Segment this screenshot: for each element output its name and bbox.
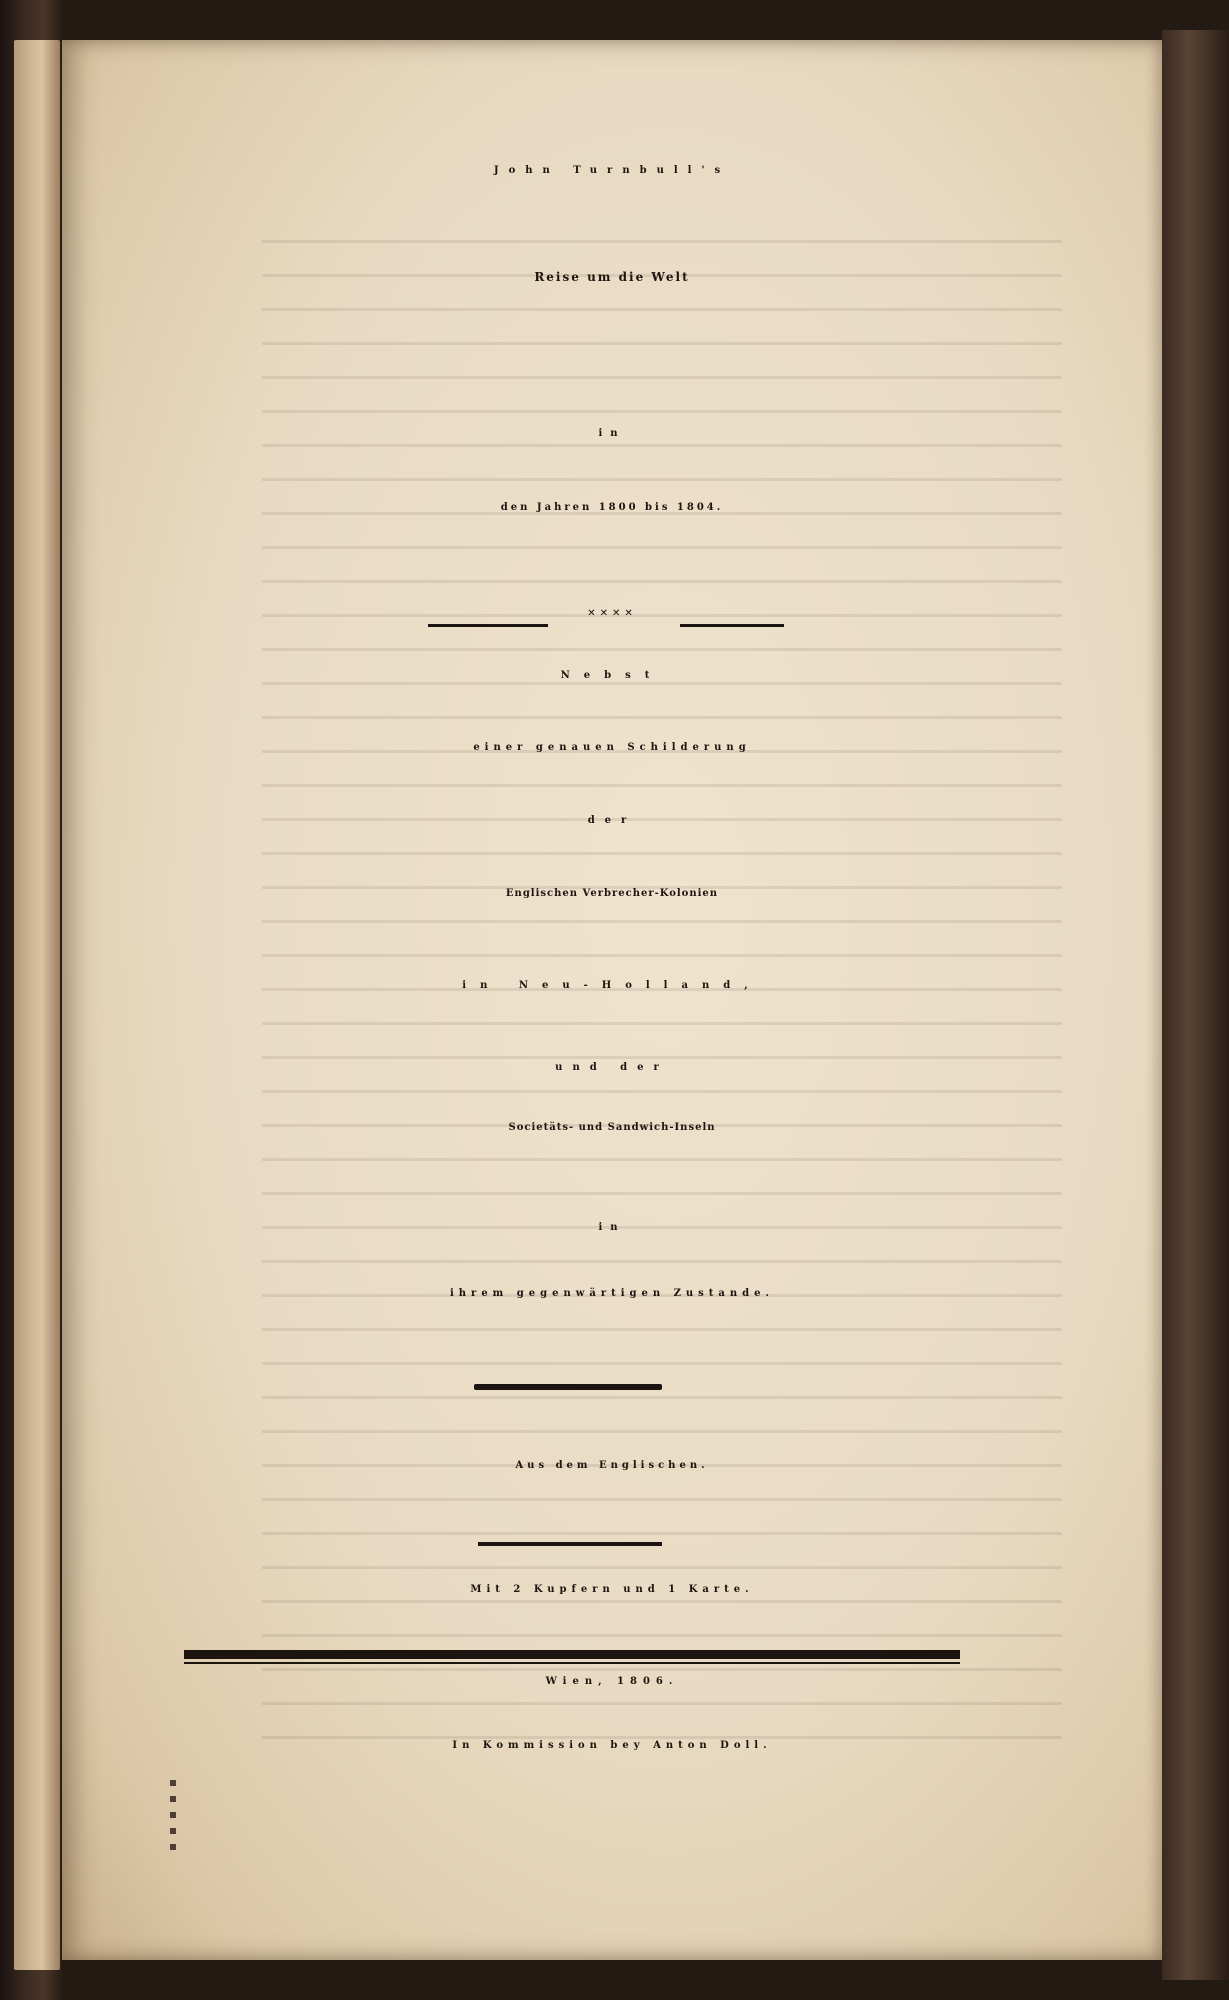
author-line: John Turnbull's [493,165,731,176]
title-page [62,40,1162,1960]
in-line-1: in [598,428,626,439]
ornament-divider: ✕✕✕✕ [587,608,637,619]
book-cover-edge [1162,30,1229,1980]
left-page-edge [14,40,60,1970]
ornament-rule-left [428,624,548,627]
inseln-line: Societäts- und Sandwich-Inseln [508,1122,716,1133]
book-title: Reise um die Welt [534,270,690,284]
imprint-rule-thin [184,1662,960,1664]
zustande-line: ihrem gegenwärtigen Zustande. [449,1288,775,1299]
imprint-publisher: In Kommission bey Anton Doll. [452,1740,772,1751]
margin-ink-mark [170,1780,176,1860]
divider-rule-1 [474,1384,662,1390]
imprint-rule-thick [184,1650,960,1659]
translation-note: Aus dem Englischen. [515,1460,709,1471]
neuholland-line: in Neu-Holland, [462,980,762,991]
und-der-line: und der [555,1062,669,1073]
ornament-rule-right [680,624,784,627]
imprint-place-date: Wien, 1806. [545,1676,679,1687]
nebst-line: Nebst [560,670,664,681]
years-line: den Jahren 1800 bis 1804. [500,502,724,513]
in-line-2: in [598,1222,626,1233]
der-line: der [587,815,637,826]
plates-note: Mit 2 Kupfern und 1 Karte. [470,1584,754,1595]
title-page-text [62,40,1162,1960]
kolonien-line: Englischen Verbrecher-Kolonien [505,888,719,899]
schilderung-line: einer genauen Schilderung [473,742,751,753]
divider-rule-2 [478,1542,662,1546]
